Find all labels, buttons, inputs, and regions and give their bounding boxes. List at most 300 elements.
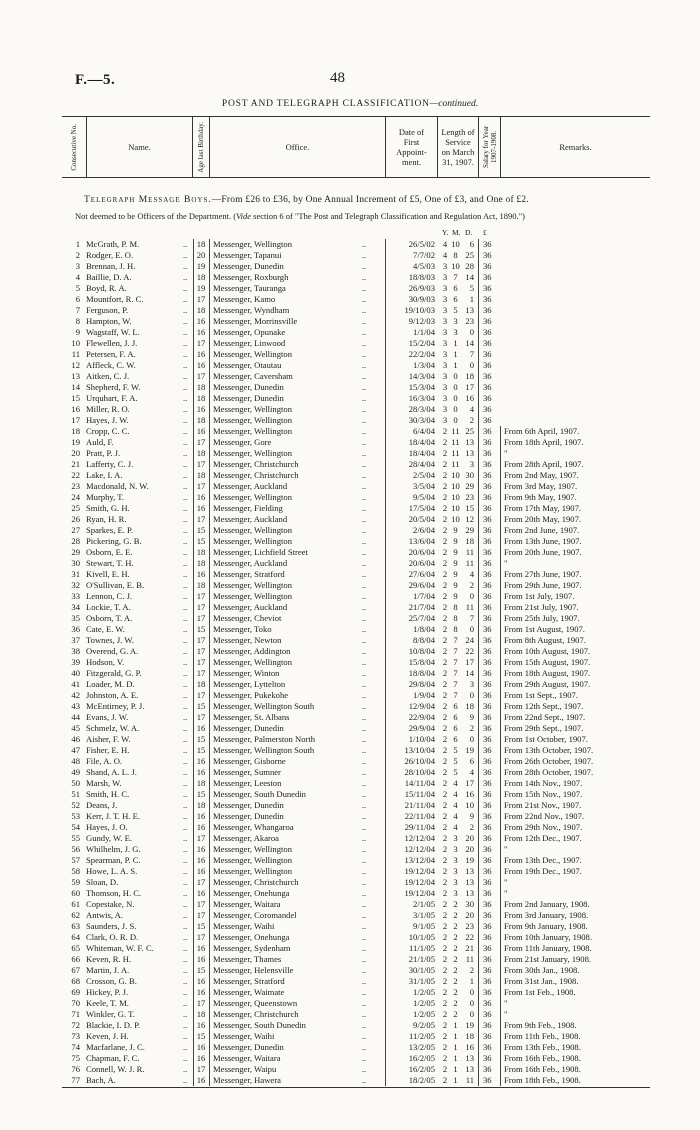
dot-leader: .. <box>362 404 367 414</box>
row-age: 15 <box>193 921 208 932</box>
row-service-months: 10 <box>451 492 460 502</box>
row-service-months: 8 <box>453 250 458 260</box>
row-first-appointment: 13/2/05 <box>385 1042 437 1053</box>
dot-leader: .. <box>183 800 188 810</box>
dot-leader: .. <box>183 1075 188 1085</box>
row-service-months: 0 <box>453 382 458 392</box>
row-service-years: 2 <box>442 635 448 645</box>
row-name: Aitken, C. J. <box>86 371 130 381</box>
row-office: Messenger, Addington <box>209 646 374 657</box>
row-service-years: 3 <box>442 393 448 403</box>
row-service-days: 12 <box>465 514 474 524</box>
row-first-appointment: 19/12/04 <box>385 866 437 877</box>
row-number: 60 <box>71 888 80 898</box>
row-remarks: From 2nd January, 1908. <box>500 899 650 910</box>
dot-leader: .. <box>362 393 367 403</box>
row-salary: 36 <box>478 580 500 591</box>
dot-leader: .. <box>362 481 367 491</box>
dot-leader: .. <box>183 294 188 304</box>
row-remarks: " <box>500 1009 650 1020</box>
row-first-appointment: 26/10/04 <box>385 756 437 767</box>
row-service-years: 2 <box>442 745 448 755</box>
row-service-years: 2 <box>442 503 448 513</box>
row-first-appointment: 8/8/04 <box>385 635 437 646</box>
row-service-years: 2 <box>442 1053 448 1063</box>
row-service-months: 1 <box>453 349 458 359</box>
table-row <box>0 910 700 921</box>
row-office: Messenger, South Dunedin <box>209 1020 374 1031</box>
dot-leader: .. <box>183 877 188 887</box>
table-row <box>0 514 700 525</box>
row-name: File, A. O. <box>86 756 123 766</box>
row-service-months: 6 <box>453 723 458 733</box>
page-number: 48 <box>330 70 345 86</box>
dot-leader: .. <box>362 470 367 480</box>
dot-leader: .. <box>362 1053 367 1063</box>
row-service-months: 2 <box>453 954 458 964</box>
row-remarks: From 13th October, 1907. <box>500 745 650 756</box>
table-row <box>0 877 700 888</box>
table-row <box>0 272 700 283</box>
row-number: 56 <box>71 844 80 854</box>
row-service-years: 3 <box>442 261 448 271</box>
row-service-years: 2 <box>442 624 448 634</box>
row-office: Messenger, Opunake <box>209 327 374 338</box>
dot-leader: .. <box>183 272 188 282</box>
row-office: Messenger, Wellington South <box>209 745 374 756</box>
row-number: 66 <box>71 954 80 964</box>
row-salary: 36 <box>478 1020 500 1031</box>
row-salary: 36 <box>478 591 500 602</box>
dot-leader: .. <box>183 822 188 832</box>
row-salary: 36 <box>478 624 500 635</box>
row-service-days: 20 <box>465 833 474 843</box>
row-age: 17 <box>193 932 208 943</box>
row-age: 17 <box>193 371 208 382</box>
row-service-years: 2 <box>442 591 448 601</box>
row-service-months: 11 <box>451 426 460 436</box>
row-age: 17 <box>193 998 208 1009</box>
row-number: 54 <box>71 822 80 832</box>
table-row <box>0 261 700 272</box>
dot-leader: .. <box>183 866 188 876</box>
dot-leader: .. <box>183 305 188 315</box>
row-name: Flewellen, J. J. <box>86 338 138 348</box>
dot-leader: .. <box>362 514 367 524</box>
row-service-days: 13 <box>465 305 474 315</box>
dot-leader: .. <box>183 547 188 557</box>
row-first-appointment: 1/2/05 <box>385 998 437 1009</box>
row-service-months: 11 <box>451 459 460 469</box>
dot-leader: .. <box>362 965 367 975</box>
row-remarks: From 1st August, 1907. <box>500 624 650 635</box>
row-name: Martin, J. A. <box>86 965 130 975</box>
row-salary: 36 <box>478 1064 500 1075</box>
row-number: 20 <box>71 448 80 458</box>
row-salary: 36 <box>478 767 500 778</box>
dot-leader: .. <box>362 382 367 392</box>
row-remarks: From 8th August, 1907. <box>500 635 650 646</box>
row-remarks: " <box>500 844 650 855</box>
row-first-appointment: 17/5/04 <box>385 503 437 514</box>
row-name: Lake, I. A. <box>86 470 123 480</box>
row-age: 16 <box>193 866 208 877</box>
row-office: Messenger, Christchurch <box>209 1009 374 1020</box>
row-first-appointment: 19/12/04 <box>385 877 437 888</box>
row-name: Rodger, E. O. <box>86 250 134 260</box>
row-age: 15 <box>193 701 208 712</box>
row-number: 23 <box>71 481 80 491</box>
row-salary: 36 <box>478 327 500 338</box>
row-service-months: 8 <box>453 602 458 612</box>
row-number: 37 <box>71 635 80 645</box>
table-row <box>0 932 700 943</box>
row-service-days: 0 <box>469 327 474 337</box>
row-number: 67 <box>71 965 80 975</box>
row-remarks: From 25th July, 1907. <box>500 613 650 624</box>
row-office: Messenger, Wellington <box>209 580 374 591</box>
row-service-days: 19 <box>465 745 474 755</box>
row-name: Smith, G. H. <box>86 503 130 513</box>
dot-leader: .. <box>362 558 367 568</box>
row-age: 17 <box>193 514 208 525</box>
row-service-days: 25 <box>465 250 474 260</box>
row-name: Howe, L. A. S. <box>86 866 138 876</box>
row-first-appointment: 12/9/04 <box>385 701 437 712</box>
row-remarks: From 1st July, 1907. <box>500 591 650 602</box>
row-service-years: 2 <box>442 514 448 524</box>
row-service-months: 2 <box>453 987 458 997</box>
row-service-days: 9 <box>469 712 474 722</box>
row-number: 26 <box>71 514 80 524</box>
row-service-years: 2 <box>442 679 448 689</box>
row-service-days: 17 <box>465 778 474 788</box>
row-service-days: 16 <box>465 1042 474 1052</box>
row-first-appointment: 3/5/04 <box>385 481 437 492</box>
row-service-months: 2 <box>453 899 458 909</box>
row-office: Messenger, Sumner <box>209 767 374 778</box>
row-office: Messenger, Hawera <box>209 1075 374 1086</box>
row-office: Messenger, Wellington South <box>209 701 374 712</box>
row-service-months: 3 <box>453 888 458 898</box>
dot-leader: .. <box>362 789 367 799</box>
row-office: Messenger, Stratford <box>209 569 374 580</box>
dot-leader: .. <box>362 734 367 744</box>
row-service-days: 9 <box>469 811 474 821</box>
dot-leader: .. <box>362 305 367 315</box>
row-age: 18 <box>193 393 208 404</box>
row-name: Lennon, C. J. <box>86 591 133 601</box>
row-office: Messenger, Wellington <box>209 525 374 536</box>
dot-leader: .. <box>362 1020 367 1030</box>
row-remarks: From 29th Nov., 1907. <box>500 822 650 833</box>
row-office: Messenger, Lichfield Street <box>209 547 374 558</box>
row-age: 16 <box>193 767 208 778</box>
row-age: 16 <box>193 723 208 734</box>
row-service-months: 3 <box>453 327 458 337</box>
row-age: 16 <box>193 855 208 866</box>
row-office: Messenger, Auckland <box>209 514 374 525</box>
row-salary: 36 <box>478 921 500 932</box>
row-service-years: 2 <box>442 987 448 997</box>
table-row <box>0 371 700 382</box>
row-number: 41 <box>71 679 80 689</box>
row-salary: 36 <box>478 734 500 745</box>
row-first-appointment: 15/2/04 <box>385 338 437 349</box>
header-remarks: Remarks. <box>500 117 650 177</box>
row-name: Keven, J. H. <box>86 1031 129 1041</box>
dot-leader: .. <box>362 580 367 590</box>
table-row <box>0 866 700 877</box>
row-service-days: 19 <box>465 855 474 865</box>
dot-leader: .. <box>362 910 367 920</box>
row-name: Wagstaff, W. L. <box>86 327 140 337</box>
row-first-appointment: 1/10/04 <box>385 734 437 745</box>
dot-leader: .. <box>362 459 367 469</box>
dot-leader: .. <box>362 448 367 458</box>
table-row <box>0 745 700 756</box>
row-office: Messenger, Christchurch <box>209 470 374 481</box>
row-service-days: 13 <box>465 448 474 458</box>
row-office: Messenger, Christchurch <box>209 877 374 888</box>
row-age: 15 <box>193 789 208 800</box>
row-age: 18 <box>193 778 208 789</box>
row-service-months: 1 <box>453 1031 458 1041</box>
table-row <box>0 668 700 679</box>
row-office: Messenger, St. Albans <box>209 712 374 723</box>
row-age: 17 <box>193 1064 208 1075</box>
row-first-appointment: 16/2/05 <box>385 1053 437 1064</box>
row-number: 57 <box>71 855 80 865</box>
row-name: Whilhelm, J. G. <box>86 844 141 854</box>
row-salary: 36 <box>478 811 500 822</box>
row-service-years: 2 <box>442 1020 448 1030</box>
row-service-months: 0 <box>453 404 458 414</box>
row-service-months: 9 <box>453 525 458 535</box>
row-age: 17 <box>193 635 208 646</box>
row-office: Messenger, Caversham <box>209 371 374 382</box>
table-row <box>0 327 700 338</box>
row-age: 16 <box>193 943 208 954</box>
row-number: 27 <box>71 525 80 535</box>
dot-leader: .. <box>362 503 367 513</box>
row-salary: 36 <box>478 877 500 888</box>
dot-leader: .. <box>183 558 188 568</box>
row-service-years: 2 <box>442 1075 448 1085</box>
table-row <box>0 624 700 635</box>
table-row <box>0 338 700 349</box>
row-service-days: 3 <box>469 459 474 469</box>
row-name: Spearman, P. C. <box>86 855 141 865</box>
row-first-appointment: 12/12/04 <box>385 833 437 844</box>
row-number: 61 <box>71 899 80 909</box>
row-first-appointment: 1/2/05 <box>385 987 437 998</box>
row-service-days: 20 <box>465 910 474 920</box>
row-first-appointment: 9/1/05 <box>385 921 437 932</box>
table-row <box>0 778 700 789</box>
row-salary: 36 <box>478 976 500 987</box>
row-service-days: 23 <box>465 921 474 931</box>
table-row <box>0 459 700 470</box>
row-office: Messenger, South Dunedin <box>209 789 374 800</box>
row-office: Messenger, Dunedin <box>209 261 374 272</box>
dot-leader: .. <box>183 624 188 634</box>
dot-leader: .. <box>183 448 188 458</box>
dot-leader: .. <box>183 1042 188 1052</box>
row-age: 17 <box>193 910 208 921</box>
row-service-days: 5 <box>469 283 474 293</box>
row-salary: 36 <box>478 525 500 536</box>
row-office: Messenger, Wellington <box>209 536 374 547</box>
row-office: Messenger, Auckland <box>209 558 374 569</box>
row-service-years: 2 <box>442 437 448 447</box>
dot-leader: .. <box>183 569 188 579</box>
row-salary: 36 <box>478 701 500 712</box>
row-name: Macfarlane, J. C. <box>86 1042 145 1052</box>
row-service-months: 9 <box>453 591 458 601</box>
row-service-months: 2 <box>453 921 458 931</box>
dot-leader: .. <box>183 338 188 348</box>
row-service-days: 10 <box>465 800 474 810</box>
row-service-months: 6 <box>453 734 458 744</box>
row-salary: 36 <box>478 415 500 426</box>
dot-leader: .. <box>362 745 367 755</box>
row-service-years: 2 <box>442 701 448 711</box>
dot-leader: .. <box>183 778 188 788</box>
row-salary: 36 <box>478 272 500 283</box>
row-remarks: " <box>500 877 650 888</box>
header-date-first-appointment: Date of First Appoint-ment. <box>385 117 437 177</box>
row-service-years: 3 <box>442 382 448 392</box>
dot-leader: .. <box>362 679 367 689</box>
row-number: 28 <box>71 536 80 546</box>
row-name: Ryan, H. R. <box>86 514 127 524</box>
header-name: Name. <box>86 117 192 177</box>
table-row <box>0 404 700 415</box>
row-age: 18 <box>193 382 208 393</box>
row-service-months: 10 <box>451 514 460 524</box>
row-service-months: 1 <box>453 338 458 348</box>
dot-leader: .. <box>183 965 188 975</box>
row-first-appointment: 20/5/04 <box>385 514 437 525</box>
row-number: 3 <box>75 261 80 271</box>
row-service-days: 14 <box>465 668 474 678</box>
dot-leader: .. <box>183 657 188 667</box>
table-header <box>62 116 650 178</box>
row-number: 74 <box>71 1042 80 1052</box>
unit-days: D. <box>465 228 473 237</box>
row-service-days: 6 <box>469 239 474 249</box>
row-age: 15 <box>193 734 208 745</box>
table-row <box>0 855 700 866</box>
dot-leader: .. <box>183 514 188 524</box>
row-service-years: 2 <box>442 756 448 766</box>
row-remarks: From 2nd June, 1907. <box>500 525 650 536</box>
row-remarks: " <box>500 448 650 459</box>
row-first-appointment: 10/1/05 <box>385 932 437 943</box>
row-number: 5 <box>75 283 80 293</box>
dot-leader: .. <box>362 888 367 898</box>
row-service-months: 1 <box>453 1020 458 1030</box>
table-row <box>0 426 700 437</box>
row-service-days: 18 <box>465 701 474 711</box>
row-remarks: From 22nd Nov., 1907. <box>500 811 650 822</box>
row-service-years: 2 <box>442 723 448 733</box>
dot-leader: .. <box>362 569 367 579</box>
row-number: 46 <box>71 734 80 744</box>
row-age: 16 <box>193 954 208 965</box>
row-name: Lockie, T. A. <box>86 602 131 612</box>
dot-leader: .. <box>362 602 367 612</box>
row-first-appointment: 29/8/04 <box>385 679 437 690</box>
row-office: Messenger, Waimate <box>209 987 374 998</box>
row-salary: 36 <box>478 613 500 624</box>
table-row <box>0 503 700 514</box>
row-number: 48 <box>71 756 80 766</box>
unit-months: M. <box>452 228 461 237</box>
dot-leader: .. <box>362 316 367 326</box>
row-service-months: 2 <box>453 932 458 942</box>
row-office: Messenger, Dunedin <box>209 800 374 811</box>
row-salary: 36 <box>478 866 500 877</box>
row-remarks: From 11th Feb., 1908. <box>500 1031 650 1042</box>
dot-leader: .. <box>183 767 188 777</box>
row-salary: 36 <box>478 1075 500 1086</box>
row-service-days: 18 <box>465 1031 474 1041</box>
row-service-months: 7 <box>453 679 458 689</box>
table-row <box>0 723 700 734</box>
row-age: 18 <box>193 448 208 459</box>
row-number: 17 <box>71 415 80 425</box>
row-office: Messenger, Sydenham <box>209 943 374 954</box>
row-remarks: From 20th June, 1907. <box>500 547 650 558</box>
row-age: 15 <box>193 525 208 536</box>
row-service-days: 0 <box>469 360 474 370</box>
row-first-appointment: 18/4/04 <box>385 437 437 448</box>
row-first-appointment: 13/12/04 <box>385 855 437 866</box>
row-remarks: From 3rd May, 1907. <box>500 481 650 492</box>
dot-leader: .. <box>183 349 188 359</box>
row-number: 62 <box>71 910 80 920</box>
row-office: Messenger, Wellington <box>209 426 374 437</box>
row-name: McGrath, P. M. <box>86 239 140 249</box>
row-remarks: From 21st July, 1907. <box>500 602 650 613</box>
row-service-years: 2 <box>442 965 448 975</box>
row-salary: 36 <box>478 316 500 327</box>
row-name: Shand, A. L. J. <box>86 767 137 777</box>
row-remarks: " <box>500 558 650 569</box>
row-service-years: 2 <box>442 844 448 854</box>
row-number: 6 <box>75 294 80 304</box>
row-number: 14 <box>71 382 80 392</box>
row-remarks: From 15th Nov., 1907. <box>500 789 650 800</box>
row-office: Messenger, Dunedin <box>209 1042 374 1053</box>
row-name: Keven, R. H. <box>86 954 132 964</box>
dot-leader: .. <box>362 778 367 788</box>
row-office: Messenger, Dunedin <box>209 393 374 404</box>
row-name: Auld, F. <box>86 437 114 447</box>
dot-leader: .. <box>362 646 367 656</box>
row-age: 17 <box>193 481 208 492</box>
row-office: Messenger, Pukekohe <box>209 690 374 701</box>
table-row <box>0 569 700 580</box>
row-name: Affleck, C. W. <box>86 360 136 370</box>
dot-leader: .. <box>362 349 367 359</box>
table-row <box>0 294 700 305</box>
row-age: 15 <box>193 965 208 976</box>
row-name: Miller, R. O. <box>86 404 130 414</box>
row-service-days: 21 <box>465 943 474 953</box>
